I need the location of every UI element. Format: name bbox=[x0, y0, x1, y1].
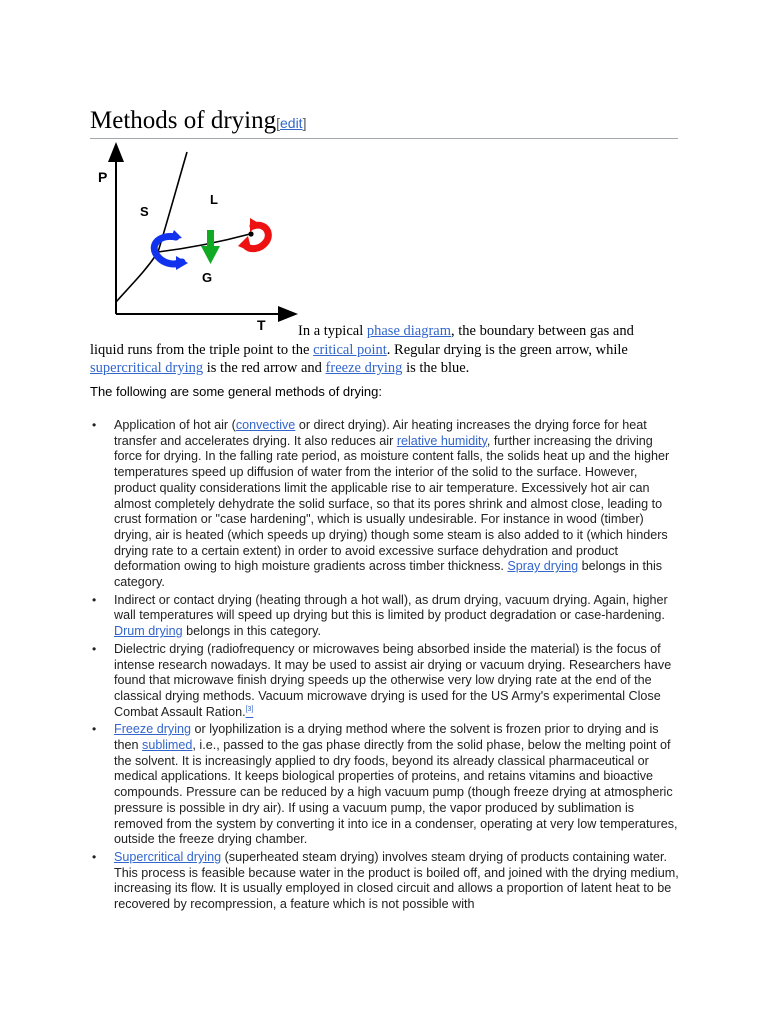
label-pressure: P bbox=[98, 169, 108, 185]
spray-drying-link[interactable]: Spray drying bbox=[507, 559, 579, 574]
sublimed-link[interactable]: sublimed bbox=[142, 738, 193, 753]
freeze-drying-list-link[interactable]: Freeze drying bbox=[114, 722, 191, 737]
supercritical-drying-link[interactable]: supercritical drying bbox=[90, 360, 204, 376]
methods-intro: The following are some general methods of drying: bbox=[90, 384, 382, 399]
label-temperature: T bbox=[257, 317, 266, 333]
label-gas: G bbox=[202, 270, 213, 285]
relative-humidity-link[interactable]: relative humidity bbox=[396, 433, 487, 448]
edit-section-link-wrapper: [edit] bbox=[276, 115, 307, 131]
figure-caption: In a typical phase diagram, the boundary between gas and liquid runs from the triple point to the critical point. Regular drying is the green arrow, while supercritical drying is the red arrow and freeze drying is the blue. bbox=[90, 323, 634, 376]
list-item-hot-air: • Application of hot air (convective or direct drying). Air heating increases the drying force for heat transfer and accelerates drying. It also reduces air relative humidity, further increasing the driving force for drying. In the falling rate period, as moisture content falls, the solids heat up and the higher temperatures speed up diffusion of water from the interior of the solid to the surface. However, product quality considerations limit the applicable rise to air temperature. Excessively hot air can almost completely dehydrate the solid surface, so that its pores shrink and almost close, leading to crust formation or "case hardening", which is usually undesirable. For instance in wood (timber) drying, air is heated (which speeds up drying) though some steam is also added to it (which hinders drying rate to a certain extent) in order to avoid excessive surface dehydration and product deformation owing to high moisture gradients across timber thickness. Spray drying belongs in this category. bbox=[90, 418, 680, 591]
list-item-dielectric-drying: • Dielectric drying (radiofrequency or microwaves being absorbed inside the material) is the focus of intense research nowadays. It may be used to assist air drying or vacuum drying. Researchers have found that microwave finish drying speeds up the otherwise very low drying rate at the end of the classical drying methods. Vacuum microwave drying is used for the US Army's experimental Close Combat Assault Ration.[3] bbox=[90, 642, 680, 721]
phase-diagram-figure[interactable] bbox=[90, 140, 300, 340]
sublimation-curve bbox=[116, 252, 158, 302]
supercritical-drying-list-link[interactable]: Supercritical drying bbox=[114, 849, 222, 864]
regular-drying-arrow bbox=[201, 230, 220, 264]
freeze-drying-link[interactable]: freeze drying bbox=[325, 360, 403, 376]
list-item-contact-drying: • Indirect or contact drying (heating through a hot wall), as drum drying, vacuum drying. Again, higher wall temperatures will speed up drying but this is limited by product degradation or case-hardening. Drum drying belongs in this category. bbox=[90, 593, 680, 640]
label-liquid: L bbox=[210, 192, 218, 207]
section-title: Methods of drying bbox=[90, 107, 277, 134]
label-solid: S bbox=[140, 204, 149, 219]
list-item-supercritical-drying: • Supercritical drying (superheated steam drying) involves steam drying of products containing water. This process is feasible because water in the product is boiled off, and joined with the drying medium, increasing its flow. It is usually employed in closed circuit and allows a proportion of latent heat to be recovered by recompression, a feature which is not possible with bbox=[90, 850, 680, 913]
phase-diagram bbox=[90, 140, 300, 340]
list-item-freeze-drying: • Freeze drying or lyophilization is a drying method where the solvent is frozen prior to drying and is then sublimed, i.e., passed to the gas phase directly from the solid phase, below the melting point of the solvent. It is increasingly applied to dry foods, beyond its already classical pharmaceutical or medical applications. It keeps biological properties of proteins, and retains vitamins and bioactive compounds. Pressure can be reduced by a high vacuum pump (though freeze drying at atmospheric pressure is possible in dry air). If using a vacuum pump, the vapor produced by sublimation is removed from the system by converting it into ice in a condenser, operating at very low temperatures, outside the freeze drying chamber. bbox=[90, 722, 680, 848]
methods-list bbox=[90, 418, 680, 915]
critical-point-link[interactable]: critical point bbox=[313, 341, 387, 358]
section-heading bbox=[90, 106, 678, 139]
phase-diagram-link[interactable]: phase diagram bbox=[366, 323, 452, 339]
convective-link[interactable]: convective bbox=[235, 418, 296, 432]
critical-point bbox=[248, 231, 253, 236]
drum-drying-link[interactable]: Drum drying bbox=[114, 624, 183, 639]
edit-section-link[interactable]: edit bbox=[280, 115, 303, 131]
reference-3-link[interactable]: [3] bbox=[245, 705, 254, 713]
